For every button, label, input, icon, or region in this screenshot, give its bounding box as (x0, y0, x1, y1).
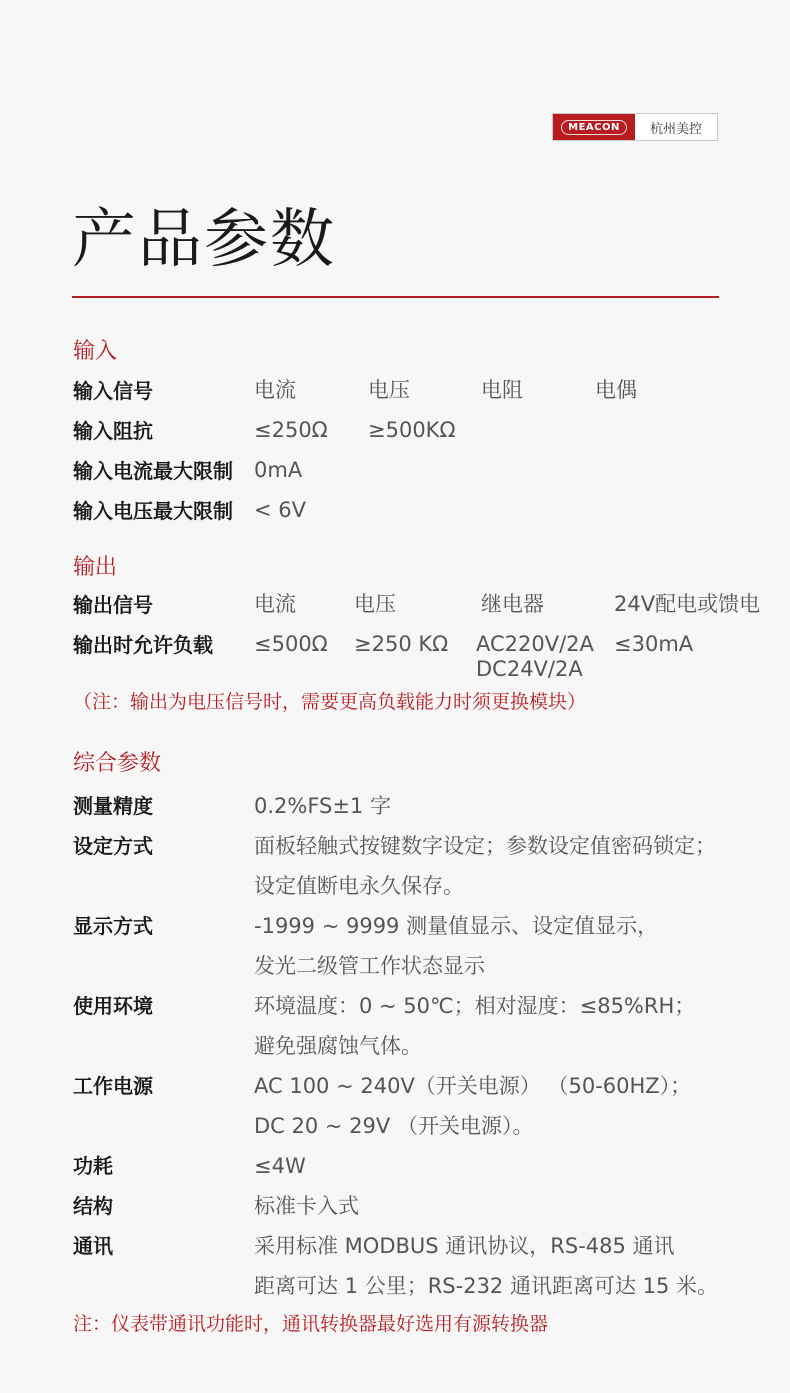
param-value: 电阻 (481, 378, 523, 402)
communication-note: 注：仪表带通讯功能时，通讯转换器最好选用有源转换器 (73, 1313, 549, 1335)
param-row-input-max-current (73, 457, 773, 497)
param-label: 使用环境 (73, 994, 153, 1018)
param-value: 设定值断电永久保存。 (254, 874, 464, 898)
param-value: 电偶 (595, 378, 637, 402)
param-label: 输出信号 (73, 593, 153, 617)
param-label: 输入电压最大限制 (73, 499, 233, 523)
param-label: 设定方式 (73, 834, 153, 858)
param-value: 距离可达 1 公里；RS-232 通讯距离可达 15 米。 (254, 1274, 719, 1298)
param-label: 功耗 (73, 1154, 113, 1178)
param-label: 结构 (73, 1194, 113, 1218)
param-value: 环境温度：0 ~ 50℃；相对湿度：≤85%RH； (254, 994, 696, 1018)
param-value: 电压 (368, 378, 410, 402)
param-label: 通讯 (73, 1234, 113, 1258)
param-label: 测量精度 (73, 794, 153, 818)
param-row-input-impedance (73, 417, 773, 457)
param-value: 0.2%FS±1 字 (254, 794, 392, 818)
param-value: 电流 (254, 592, 296, 616)
param-value: 采用标准 MODBUS 通讯协议，RS-485 通讯 (254, 1234, 675, 1258)
param-row-power-consumption (73, 1152, 773, 1192)
param-label: 输入阻抗 (73, 419, 153, 443)
param-value: ≤4W (254, 1154, 306, 1178)
param-value: 24V配电或馈电 (614, 592, 761, 616)
logo-brand-block (553, 114, 635, 140)
param-value: ≥250 KΩ (354, 632, 449, 656)
param-value: 标准卡入式 (254, 1194, 359, 1218)
param-label: 输出时允许负载 (73, 633, 213, 657)
logo-brand-text: MEACON (561, 120, 627, 135)
param-value: 避免强腐蚀气体。 (254, 1034, 422, 1058)
param-value: < 6V (254, 498, 306, 522)
param-label: 显示方式 (73, 914, 153, 938)
param-value: DC 20 ~ 29V （开关电源）。 (254, 1114, 534, 1138)
section-heading-output: 输出 (73, 555, 118, 580)
section-heading-input: 输入 (73, 339, 118, 364)
param-label: 输入电流最大限制 (73, 459, 233, 483)
param-row-input-max-voltage (73, 497, 773, 537)
param-value: ≥500KΩ (368, 418, 456, 442)
param-value: 发光二级管工作状态显示 (254, 954, 485, 978)
output-note: （注：输出为电压信号时，需要更高负载能力时须更换模块） (73, 691, 587, 713)
title-divider (72, 296, 719, 298)
param-value: ≤250Ω (254, 418, 328, 442)
page-title: 产品参数 (72, 203, 336, 277)
param-row-structure (73, 1192, 773, 1232)
param-value: DC24V/2A (476, 657, 583, 681)
param-value: ≤500Ω (254, 632, 328, 656)
param-row-output-load (73, 631, 773, 687)
param-row-input-signal (73, 377, 773, 417)
param-value: ≤30mA (614, 632, 694, 656)
param-value: AC220V/2A (476, 632, 594, 656)
param-value: -1999 ~ 9999 测量值显示、设定值显示， (254, 914, 659, 938)
section-heading-general: 综合参数 (73, 751, 162, 776)
param-value: 电压 (354, 592, 396, 616)
param-row-accuracy (73, 792, 773, 832)
param-value: 继电器 (481, 592, 544, 616)
param-row-output-signal (73, 591, 773, 631)
company-logo (552, 113, 718, 141)
param-label: 输入信号 (73, 379, 153, 403)
param-value: 面板轻触式按键数字设定；参数设定值密码锁定； (254, 834, 716, 858)
param-value: AC 100 ~ 240V（开关电源） （50-60HZ）； (254, 1074, 692, 1098)
param-value: 电流 (254, 378, 296, 402)
param-value: 0mA (254, 458, 303, 482)
param-label: 工作电源 (73, 1074, 153, 1098)
logo-company-name: 杭州美控 (649, 121, 702, 137)
